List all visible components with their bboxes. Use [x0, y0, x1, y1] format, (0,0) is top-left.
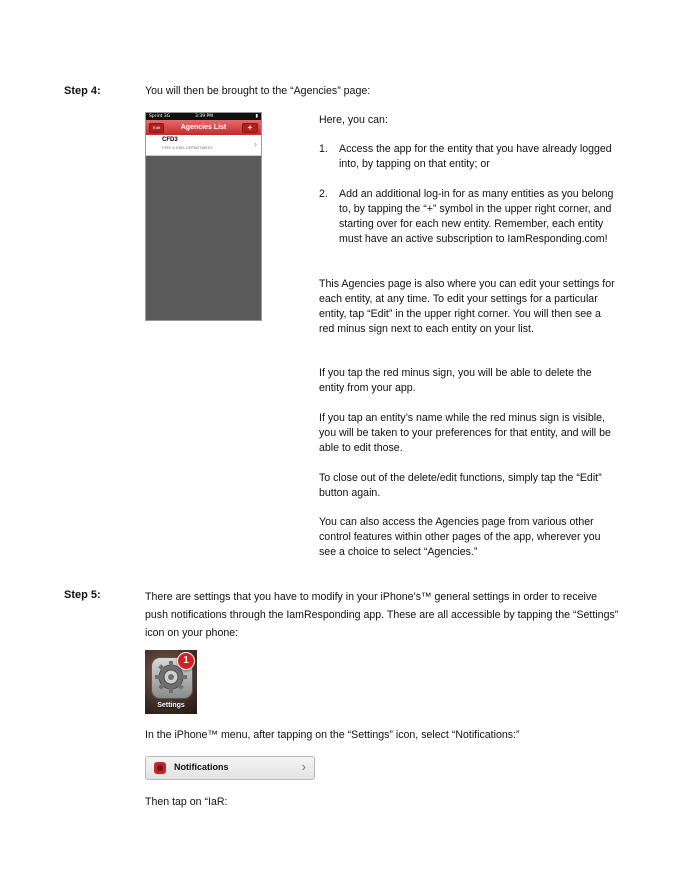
- paragraph: If you tap an entity’s name while the red minus sign is visible, you will be taken to your preferences for that entity, and will be able to edit those.: [319, 412, 611, 454]
- notifications-menu-row: [145, 756, 315, 780]
- settings-icon-label: Settings: [157, 702, 185, 709]
- agency-row[interactable]: [146, 135, 261, 156]
- phone-status-bar: [146, 113, 261, 120]
- clock-text: 3:39 PM: [195, 114, 214, 119]
- list-text: Add an additional log-in for as many entities as you belong to, by tapping the “+” symbol in the upper right corner, and starting over for each new entity. Remember, each entity must have an active subscription to IamResponding.com!: [339, 188, 614, 245]
- paragraph: To close out of the delete/edit functions, simply tap the “Edit” button again.: [319, 472, 602, 499]
- menu-instruction: In the iPhone™ menu, after tapping on the “Settings” icon, select “Notifications:”: [145, 729, 520, 741]
- list-item: [319, 187, 619, 247]
- here-you-can-text: Here, you can:: [319, 114, 388, 126]
- agency-name: CFD3: [162, 137, 178, 143]
- then-instruction: Then tap on “IaR:: [145, 796, 228, 808]
- chevron-right-icon: ›: [301, 759, 306, 774]
- agency-subtitle: FIRE & EMS DEPARTMENT: [162, 145, 213, 150]
- list-text: Access the app for the entity that you have already logged into, by tapping on that entity; or: [339, 143, 612, 170]
- add-agency-button[interactable]: +: [242, 123, 258, 133]
- carrier-text: Sprint 3G: [149, 114, 171, 119]
- agencies-screenshot: [145, 112, 262, 321]
- list-item: [319, 142, 619, 172]
- paragraph: You can also access the Agencies page from various other control features within other pages of the app, wherever you see a choice to select “Agencies.”: [319, 516, 601, 558]
- chevron-right-icon: ›: [254, 139, 257, 149]
- agencies-navbar: [146, 120, 261, 135]
- settings-app-icon: [145, 650, 197, 714]
- paragraph: If you tap the red minus sign, you will be able to delete the entity from your app.: [319, 367, 592, 394]
- edit-button[interactable]: Edit: [149, 123, 164, 133]
- step-4-label: Step 4:: [64, 85, 101, 97]
- notifications-icon: [154, 762, 166, 774]
- notification-badge: 1: [177, 652, 195, 670]
- step-5-intro: There are settings that you have to modify in your iPhone’s™ general settings in order to receive push notifications through the IamResponding app. These are all accessible by tapping the “Settings” icon on your phone:: [145, 591, 619, 639]
- notifications-label: Notifications: [174, 762, 229, 772]
- paragraph: This Agencies page is also where you can edit your settings for each entity, at any time. To edit your settings for a particular entity, tap “Edit” in the upper right corner. You will then see a red minus sign next to each entity on your list.: [319, 278, 615, 335]
- agencies-list-title: Agencies List: [180, 124, 227, 131]
- list-number: 1.: [319, 143, 328, 155]
- list-number: 2.: [319, 188, 328, 200]
- step-4-intro: You will then be brought to the “Agencies” page:: [145, 85, 371, 97]
- battery-icon: ▮: [255, 114, 258, 119]
- step-5-label: Step 5:: [64, 589, 101, 601]
